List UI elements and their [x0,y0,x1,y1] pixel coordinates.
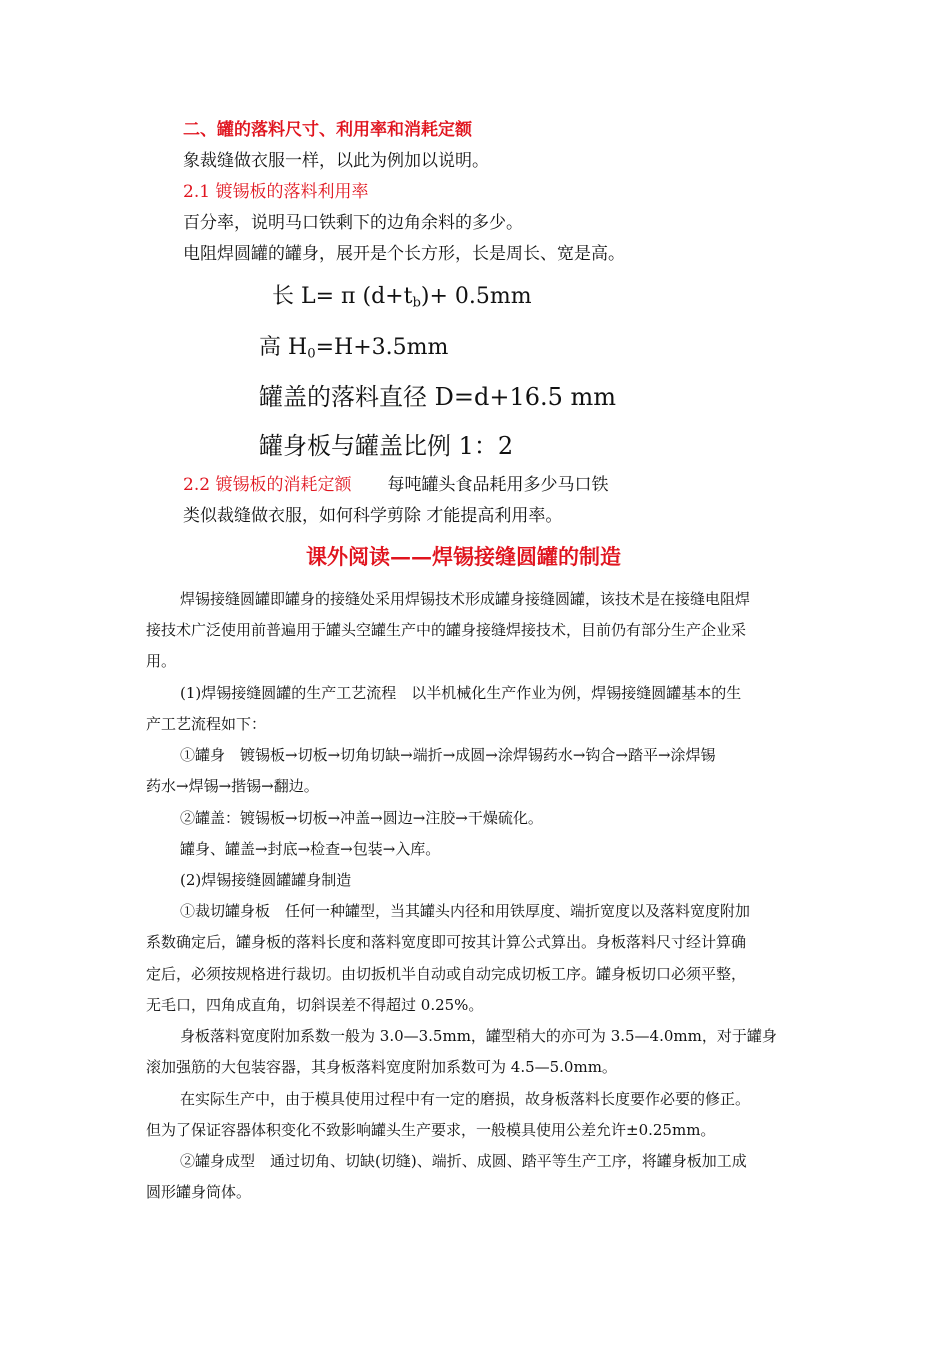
formula-lid-diameter: 罐盖的落料直径 D=d+16.5 mm [259,383,617,411]
formula-height-subscript: 0 [307,346,316,362]
subsection-2-1-line-2: 电阻焊圆罐的罐身，展开是个长方形，长是周长、宽是高。 [183,244,625,264]
subsection-2-2-row [183,477,608,494]
formula-height-suffix: =H+3.5mm [315,335,449,360]
reading-line: ①罐身 镀锡板→切板→切角切缺→端折→成圆→涂焊锡药水→钩合→踏平→涂焊锡 [180,746,716,764]
reading-line: (1)焊锡接缝圆罐的生产工艺流程 以半机械化生产作业为例，焊锡接缝圆罐基本的生 [180,684,742,702]
section-heading: 二、罐的落料尺寸、利用率和消耗定额 [183,120,472,140]
reading-line: 用。 [146,652,177,670]
reading-line: ②罐身成型 通过切角、切缺(切缝)、端折、成圆、踏平等生产工序，将罐身板加工成 [180,1152,747,1170]
reading-line: 系数确定后，罐身板的落料长度和落料宽度即可按其计算公式算出。身板落料尺寸经计算确 [146,933,747,951]
reading-line: ②罐盖：镀锡板→切板→冲盖→圆边→注胶→干燥硫化。 [180,809,543,827]
formula-length-prefix: 长 L= π (d+t [272,284,413,309]
formula-height [259,335,449,362]
reading-line: 圆形罐身筒体。 [146,1183,252,1201]
reading-line: 但为了保证容器体积变化不致影响罐头生产要求，一般模具使用公差允许±0.25mm。 [146,1121,716,1139]
reading-line: 药水→焊锡→揩锡→翻边。 [146,777,319,795]
subsection-2-1-line-1: 百分率，说明马口铁剩下的边角余料的多少。 [183,213,523,233]
reading-line: (2)焊锡接缝圆罐罐身制造 [180,871,352,889]
reading-line: 接技术广泛使用前普遍用于罐头空罐生产中的罐身接缝焊接技术，目前仍有部分生产企业采 [146,621,747,639]
subsection-2-2-note: 每吨罐头食品耗用多少马口铁 [387,475,609,495]
subsection-heading-2-1: 2.1 镀锡板的落料利用率 [183,182,369,202]
subsection-2-2-line-1: 类似裁缝做衣服，如何科学剪除 才能提高利用率。 [183,506,563,526]
section-intro: 象裁缝做衣服一样，以此为例加以说明。 [183,151,489,171]
formula-length [272,284,532,311]
subsection-heading-2-2: 2.2 镀锡板的消耗定额 [183,475,352,495]
formula-ratio: 罐身板与罐盖比例 1：2 [259,432,514,460]
formula-length-suffix: )+ 0.5mm [420,284,532,309]
reading-line: 滚加强筋的大包装容器，其身板落料宽度附加系数可为 4.5—5.0mm。 [146,1058,617,1076]
reading-line: 身板落料宽度附加系数一般为 3.0—3.5mm，罐型稍大的亦可为 3.5—4.0mm，对于罐身 [180,1027,777,1045]
reading-line: 产工艺流程如下： [146,715,267,733]
reading-line: ①裁切罐身板 任何一种罐型，当其罐头内径和用铁厚度、端折宽度以及落料宽度附加 [180,902,751,920]
reading-line: 定后，必须按规格进行裁切。由切扳机半自动或自动完成切板工序。罐身板切口必须平整， [146,965,747,983]
reading-title: 课外阅读——焊锡接缝圆罐的制造 [306,544,621,569]
formula-length-subscript: b [412,295,421,311]
formula-height-prefix: 高 H [259,335,308,360]
reading-line: 在实际生产中，由于模具使用过程中有一定的磨损，故身板落料长度要作必要的修正。 [180,1090,751,1108]
reading-line: 焊锡接缝圆罐即罐身的接缝处采用焊锡技术形成罐身接缝圆罐，该技术是在接缝电阻焊 [180,590,751,608]
reading-line: 罐身、罐盖→封底→检查→包装→入库。 [180,840,441,858]
reading-line: 无毛口，四角成直角，切斜误差不得超过 0.25%。 [146,996,484,1014]
